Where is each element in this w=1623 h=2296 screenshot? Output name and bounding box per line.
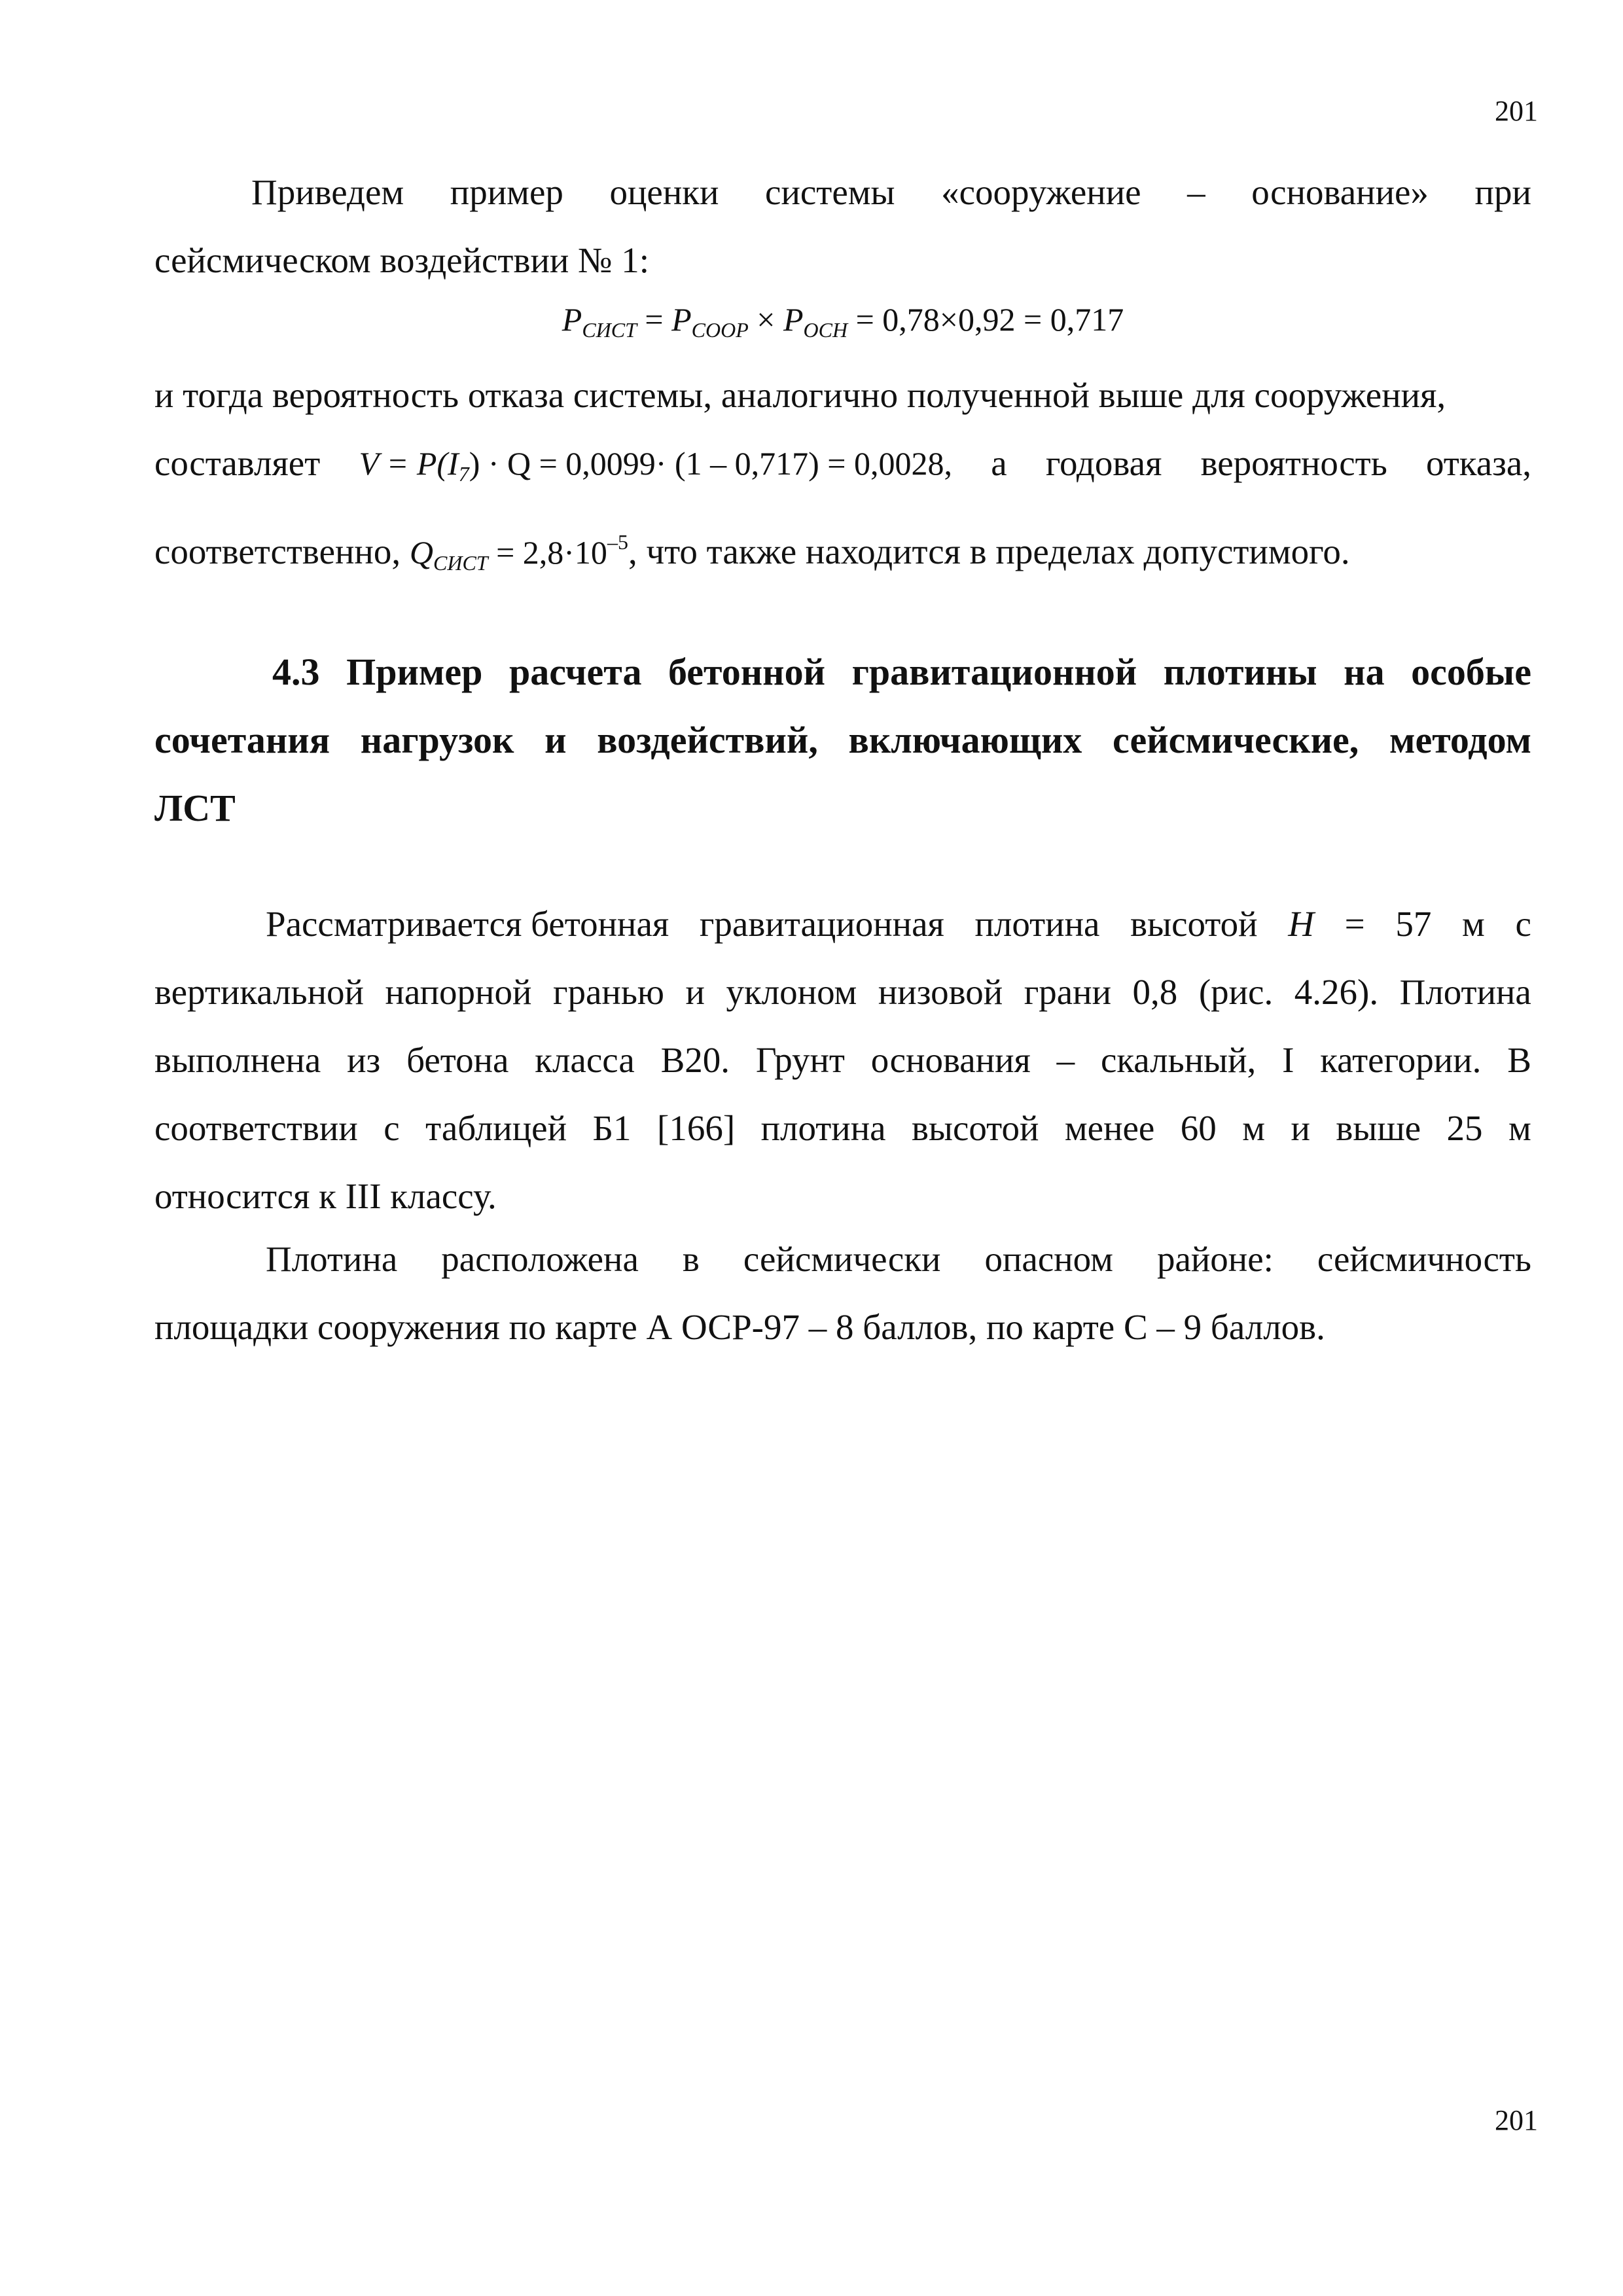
failure-probability-paragraph bbox=[154, 361, 1531, 597]
symbol: P bbox=[783, 301, 804, 338]
heading-line-2 bbox=[154, 706, 1531, 774]
word: воздействий, bbox=[597, 719, 818, 761]
word: высотой bbox=[912, 1108, 1039, 1148]
formula-v bbox=[359, 429, 952, 508]
word: на bbox=[1344, 651, 1385, 693]
word: «сооружение bbox=[941, 172, 1141, 212]
word: и bbox=[1291, 1108, 1310, 1148]
word: 4.26). bbox=[1294, 972, 1379, 1012]
word: отказа, bbox=[1426, 443, 1531, 483]
word: оценки bbox=[609, 172, 719, 212]
word: включающих bbox=[848, 719, 1082, 761]
intro-line-2: сейсмическом воздействии № 1: bbox=[154, 240, 650, 280]
word: гравитационная bbox=[699, 904, 944, 944]
word: с bbox=[1515, 904, 1531, 944]
para3-line-5: относится к III классу. bbox=[154, 1176, 497, 1216]
word: 0,8 bbox=[1132, 972, 1178, 1012]
word: категории. bbox=[1320, 1040, 1482, 1080]
word: составляет bbox=[154, 443, 321, 483]
word: 25 bbox=[1446, 1108, 1483, 1148]
word: соответствии bbox=[154, 1108, 358, 1148]
word: В20. bbox=[660, 1040, 730, 1080]
page-number-bottom: 201 bbox=[1495, 2104, 1538, 2136]
para3-line-3 bbox=[154, 1026, 1531, 1094]
word: пример bbox=[450, 172, 563, 212]
word: Б1 bbox=[592, 1108, 632, 1148]
formula-system-probability bbox=[154, 293, 1531, 356]
word: плотина bbox=[760, 1108, 886, 1148]
value: = 0,78×0,92 = 0,717 bbox=[847, 301, 1124, 338]
word: I bbox=[1282, 1040, 1294, 1080]
word: гравитационной bbox=[851, 651, 1137, 693]
section-heading bbox=[154, 638, 1531, 842]
word: м bbox=[1462, 904, 1485, 944]
word: 60 bbox=[1180, 1108, 1217, 1148]
subscript: СИСТ bbox=[433, 551, 488, 575]
word: (рис. bbox=[1198, 972, 1274, 1012]
word: и bbox=[544, 719, 567, 761]
word: бетонной bbox=[668, 651, 825, 693]
word: [166] bbox=[657, 1108, 736, 1148]
word: высотой bbox=[1130, 904, 1258, 944]
para4-line-2: площадки сооружения по карте А ОСР-97 – 8 баллов, по карте С – 9 баллов. bbox=[154, 1307, 1325, 1347]
value: ) · Q = 0,0099· (1 – 0,717) = 0,0028, bbox=[469, 445, 952, 482]
word: плотины bbox=[1163, 651, 1317, 693]
word: низовой bbox=[878, 972, 1003, 1012]
word: районе: bbox=[1156, 1239, 1274, 1279]
word: методом bbox=[1389, 719, 1531, 761]
word: вероятность bbox=[1200, 443, 1387, 483]
intro-line-1 bbox=[154, 158, 1531, 226]
symbol: P bbox=[562, 301, 582, 338]
word: скальный, bbox=[1100, 1040, 1257, 1080]
word: выше bbox=[1336, 1108, 1421, 1148]
word: годовая bbox=[1045, 443, 1162, 483]
word: таблицей bbox=[425, 1108, 567, 1148]
intro-paragraph bbox=[154, 158, 1531, 295]
para2-line-3 bbox=[154, 508, 1531, 597]
word: выполнена bbox=[154, 1040, 321, 1080]
seismicity-paragraph bbox=[154, 1225, 1531, 1361]
word: класса bbox=[535, 1040, 635, 1080]
word: опасном bbox=[984, 1239, 1113, 1279]
word: Грунт bbox=[755, 1040, 845, 1080]
symbol: = bbox=[636, 301, 672, 338]
word: м bbox=[1508, 1108, 1531, 1148]
symbol: P bbox=[671, 301, 692, 338]
word: = bbox=[1344, 904, 1365, 944]
page-number-top: 201 bbox=[1495, 95, 1538, 127]
word: 57 bbox=[1395, 904, 1432, 944]
para4-line-1 bbox=[154, 1225, 1531, 1293]
word: гранью bbox=[552, 972, 665, 1012]
heading-line-1 bbox=[154, 638, 1531, 706]
variable-h: H bbox=[1288, 904, 1314, 944]
word: вертикальной bbox=[154, 972, 364, 1012]
subscript: СООР bbox=[691, 318, 749, 342]
word: Пример bbox=[346, 651, 483, 693]
word: особые bbox=[1411, 651, 1531, 693]
word: Плотина bbox=[1399, 972, 1531, 1012]
word: в bbox=[682, 1239, 700, 1279]
para2-line-2 bbox=[154, 429, 1531, 508]
word: с bbox=[383, 1108, 400, 1148]
word: при bbox=[1474, 172, 1531, 212]
para3-line-2 bbox=[154, 958, 1531, 1026]
word: расчета bbox=[508, 651, 642, 693]
word: 4.3 bbox=[272, 651, 320, 693]
formula-q bbox=[409, 530, 628, 575]
subscript: СИСТ bbox=[582, 318, 637, 342]
word: – bbox=[1187, 172, 1205, 212]
text: , что также находится в пределах допустимого. bbox=[628, 531, 1350, 571]
word: грани bbox=[1024, 972, 1112, 1012]
word: бетона bbox=[406, 1040, 509, 1080]
subscript: 7 bbox=[458, 462, 469, 486]
value: = 2,8·10 bbox=[488, 534, 607, 571]
formula-math bbox=[562, 301, 1124, 342]
word: соответственно, bbox=[154, 531, 401, 571]
word: нагрузок bbox=[360, 719, 514, 761]
word: Рассматривается бетонная bbox=[266, 904, 669, 944]
symbol: × bbox=[748, 301, 783, 338]
word: системы bbox=[765, 172, 895, 212]
word: из bbox=[347, 1040, 381, 1080]
word: расположена bbox=[441, 1239, 639, 1279]
dam-description-paragraph bbox=[154, 890, 1531, 1230]
word: Приведем bbox=[251, 172, 404, 212]
word: сейсмичность bbox=[1317, 1239, 1531, 1279]
word: сейсмически bbox=[743, 1239, 941, 1279]
word: менее bbox=[1064, 1108, 1155, 1148]
word: основание» bbox=[1251, 172, 1429, 212]
word: основания bbox=[870, 1040, 1031, 1080]
word: и bbox=[685, 972, 705, 1012]
word: м bbox=[1242, 1108, 1266, 1148]
word: а bbox=[991, 443, 1007, 483]
subscript: ОСН bbox=[803, 318, 848, 342]
word: уклоном bbox=[726, 972, 857, 1012]
word: плотина bbox=[974, 904, 1100, 944]
word: напорной bbox=[385, 972, 532, 1012]
symbol: V = P(I bbox=[359, 445, 459, 482]
word: – bbox=[1056, 1040, 1075, 1080]
heading-line-3: ЛСТ bbox=[154, 787, 236, 829]
word: Плотина bbox=[266, 1239, 398, 1279]
word: сочетания bbox=[154, 719, 330, 761]
superscript: –5 bbox=[607, 530, 628, 554]
para3-line-1 bbox=[154, 890, 1531, 958]
symbol: Q bbox=[409, 534, 433, 571]
para3-line-4 bbox=[154, 1094, 1531, 1162]
word: сейсмические, bbox=[1113, 719, 1359, 761]
word: В bbox=[1507, 1040, 1531, 1080]
para2-line-1: и тогда вероятность отказа системы, аналогично полученной выше для сооружения, bbox=[154, 375, 1446, 415]
